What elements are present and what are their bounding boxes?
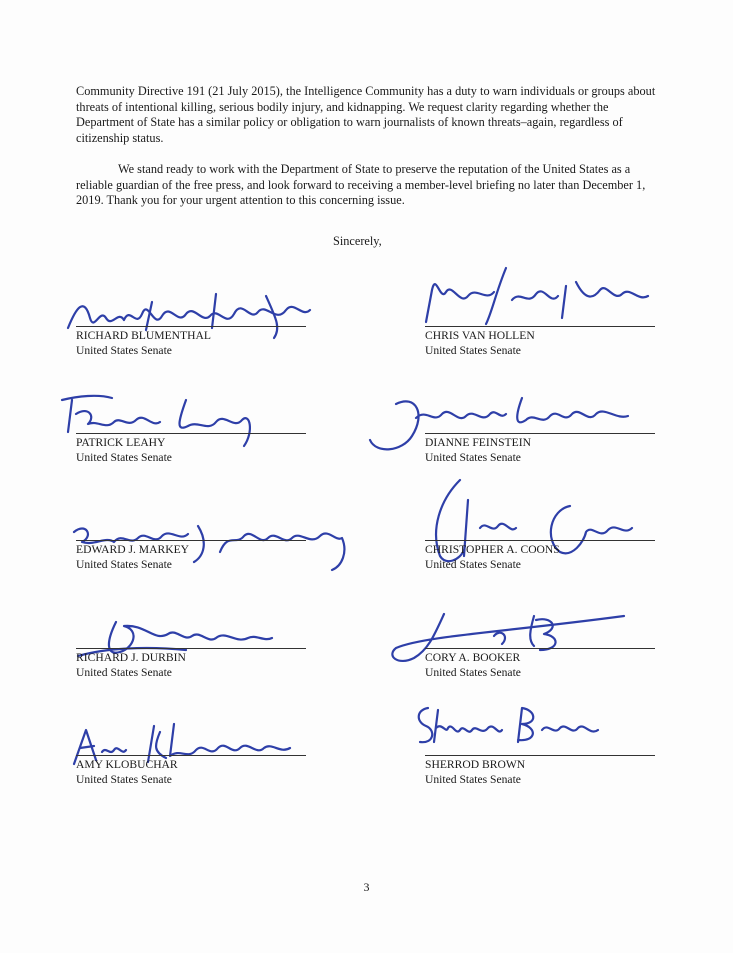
signer-name: PATRICK LEAHY — [76, 436, 166, 449]
signature-block-leahy — [76, 433, 306, 465]
signature-brown — [412, 700, 612, 752]
signer-name: SHERROD BROWN — [425, 758, 526, 771]
signature-line — [76, 326, 306, 327]
signer-name: EDWARD J. MARKEY — [76, 543, 190, 556]
signer-name: DIANNE FEINSTEIN — [425, 436, 531, 449]
signature-block-feinstein — [425, 433, 655, 465]
signature-block-markey — [76, 540, 306, 572]
signer-title: United States Senate — [425, 451, 521, 464]
signature-block-booker — [425, 648, 655, 680]
signature-line — [76, 755, 306, 756]
body-paragraph-1: Community Directive 191 (21 July 2015), the Intelligence Community has a duty to warn individuals or groups about threats of intentional killing, serious bodily injury, and kidnapping. We request clarity regarding whether the Department of State has a similar policy or obligation to warn journalists of known threats–again, regardless of citizenship status. — [76, 84, 656, 145]
signature-line — [425, 326, 655, 327]
signer-name: CHRISTOPHER A. COONS — [425, 543, 560, 556]
signer-name: RICHARD J. DURBIN — [76, 651, 186, 664]
signer-name: AMY KLOBUCHAR — [76, 758, 178, 771]
signer-name: CORY A. BOOKER — [425, 651, 521, 664]
signature-line — [425, 648, 655, 649]
signer-title: United States Senate — [425, 558, 521, 571]
signer-title: United States Senate — [425, 344, 521, 357]
signer-name: CHRIS VAN HOLLEN — [425, 329, 535, 342]
signature-line — [76, 433, 306, 434]
signer-name: RICHARD BLUMENTHAL — [76, 329, 211, 342]
signature-block-brown — [425, 755, 655, 787]
signer-title: United States Senate — [76, 451, 172, 464]
signer-title: United States Senate — [425, 666, 521, 679]
signature-line — [76, 648, 306, 649]
signature-line — [425, 755, 655, 756]
signature-block-durbin — [76, 648, 306, 680]
closing-salutation: Sincerely, — [333, 234, 382, 248]
signature-block-blumenthal — [76, 326, 306, 358]
page-number: 3 — [363, 880, 370, 894]
signer-title: United States Senate — [76, 773, 172, 786]
signer-title: United States Senate — [76, 666, 172, 679]
signature-block-klobuchar — [76, 755, 306, 787]
signature-block-van-hollen — [425, 326, 655, 358]
signer-title: United States Senate — [425, 773, 521, 786]
signature-block-coons — [425, 540, 655, 572]
signature-line — [76, 540, 306, 541]
signature-van-hollen — [416, 262, 656, 332]
signature-line — [425, 540, 655, 541]
signer-title: United States Senate — [76, 344, 172, 357]
signature-line — [425, 433, 655, 434]
signer-title: United States Senate — [76, 558, 172, 571]
body-paragraph-2: We stand ready to work with the Department of State to preserve the reputation of the United States as a reliable guardian of the free press, and look forward to receiving a member-level briefing no later than December 1, 2019. Thank you for your urgent attention to this concerning issue. — [76, 162, 646, 208]
